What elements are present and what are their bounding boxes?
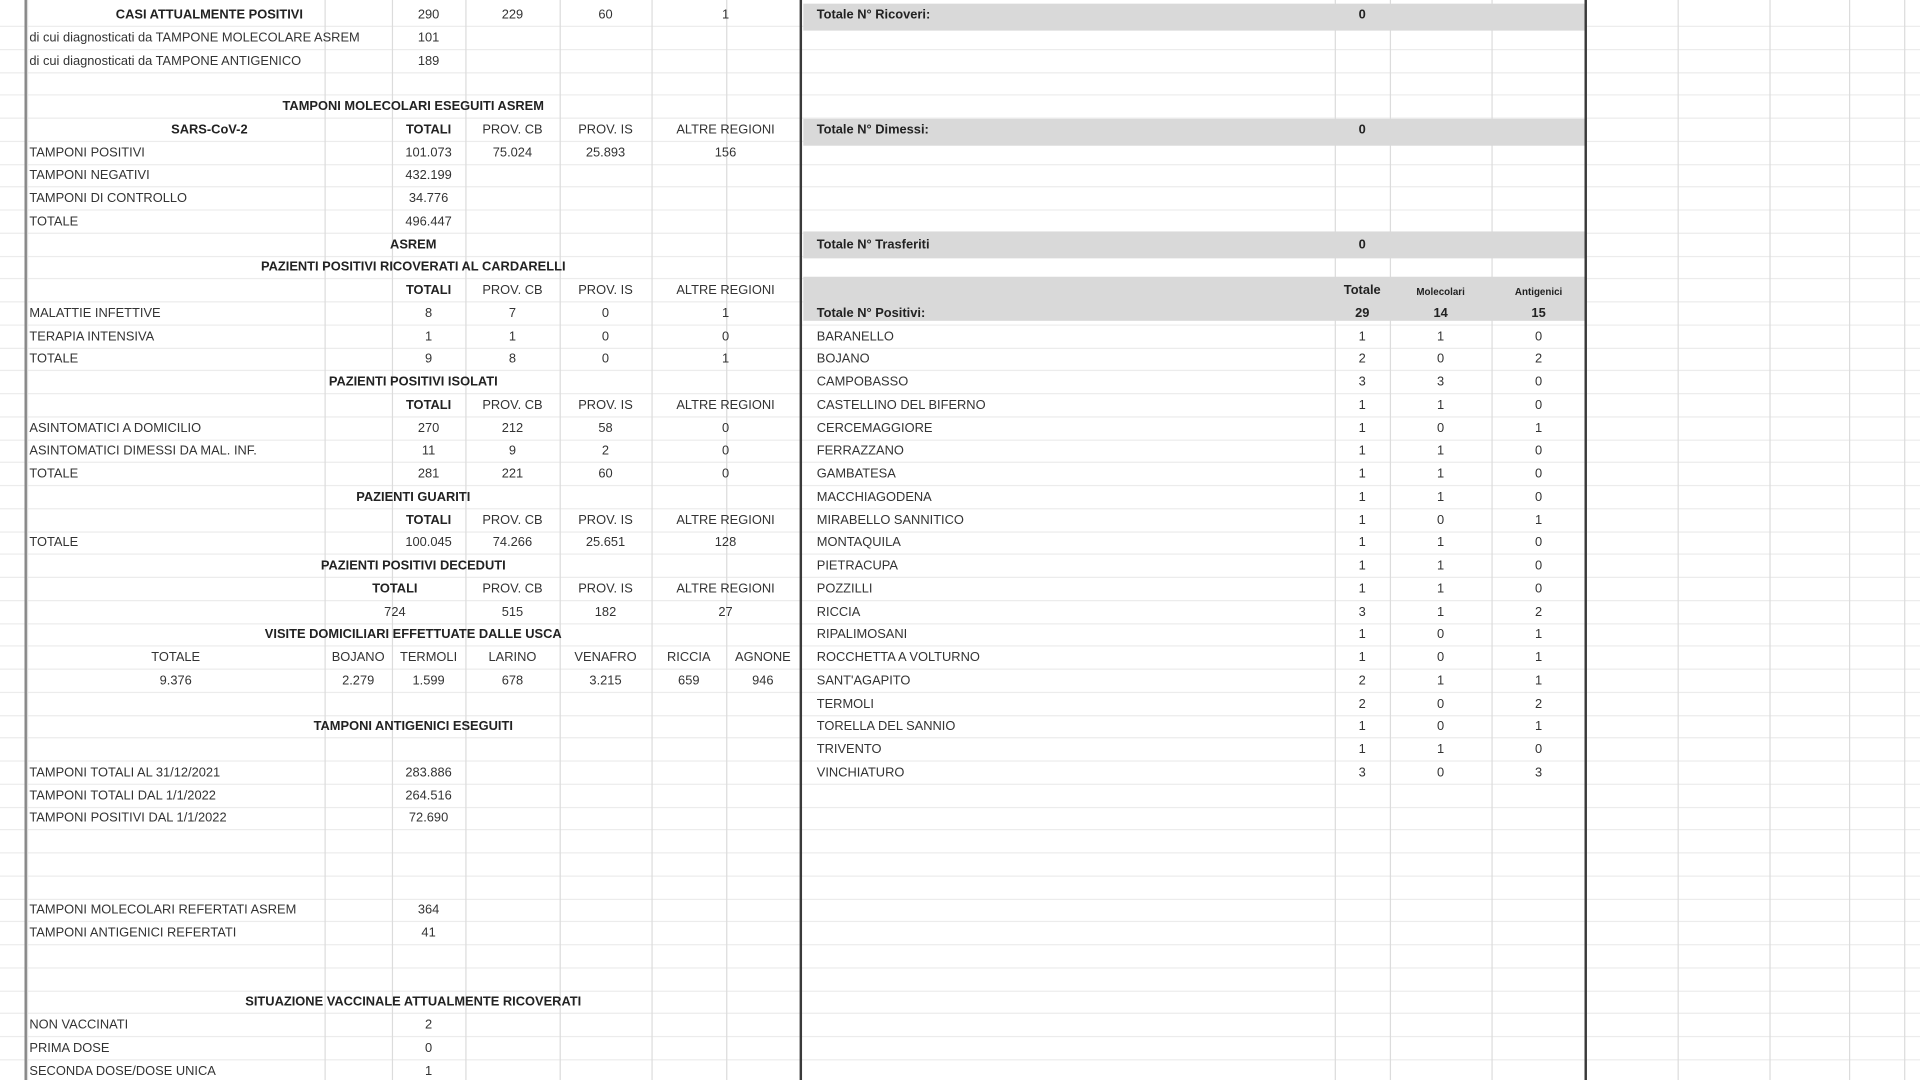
grid-row-line: [0, 829, 1920, 830]
comune-value: 1: [1358, 581, 1366, 597]
comune-name: TORELLA DEL SANNIO: [816, 719, 956, 734]
comune-name: RIPALIMOSANI: [816, 627, 908, 642]
isolati-row-value: 9: [508, 443, 517, 459]
positivi-label: Totale N° Positivi:: [816, 305, 926, 321]
comune-name: BOJANO: [816, 351, 870, 367]
vaccinale-row-label: PRIMA DOSE: [29, 1040, 110, 1056]
vaccinale-row-value: 2: [424, 1017, 433, 1033]
comune-value: 0: [1437, 351, 1445, 367]
comune-value: 0: [1535, 443, 1543, 459]
comune-value: 1: [1437, 604, 1445, 619]
comune-value: 1: [1358, 627, 1366, 642]
comune-value: 0: [1437, 627, 1445, 642]
molecolari-header: ALTRE REGIONI: [676, 122, 775, 137]
grid-row-line: [0, 95, 1920, 96]
comune-value: 1: [1358, 466, 1366, 482]
grid-row-line: [0, 783, 1920, 784]
ricoverati-row-value: 8: [424, 305, 433, 321]
comune-value: 0: [1535, 328, 1543, 344]
comune-value: 2: [1358, 351, 1366, 367]
deceduti-title: PAZIENTI POSITIVI DECEDUTI: [320, 558, 506, 574]
comune-value: 2: [1535, 696, 1543, 711]
comune-value: 1: [1358, 512, 1366, 528]
sheet-left-border: [24, 0, 26, 1080]
comune-value: 1: [1437, 558, 1445, 574]
comune-value: 0: [1535, 374, 1543, 390]
grid-row-line: [0, 1036, 1920, 1037]
grid-row-line: [0, 921, 1920, 922]
positivi-header: Molecolari: [1416, 286, 1465, 298]
deceduti-value: 182: [594, 604, 617, 619]
comune-value: 0: [1437, 512, 1445, 528]
divider-line-left: [800, 0, 802, 1080]
guariti-header: ALTRE REGIONI: [676, 512, 775, 528]
comune-name: MACCHIAGODENA: [816, 489, 932, 505]
comune-value: 0: [1535, 742, 1543, 757]
grid-row-line: [0, 508, 1920, 509]
molecolari-row-label: TAMPONI NEGATIVI: [29, 168, 150, 183]
comune-value: 3: [1437, 374, 1445, 390]
comune-value: 0: [1437, 696, 1445, 711]
grid-row-line: [0, 209, 1920, 210]
isolati-row-value: 221: [501, 466, 524, 482]
comune-name: BARANELLO: [816, 328, 894, 344]
comune-value: 1: [1437, 673, 1445, 688]
comune-value: 1: [1437, 466, 1445, 482]
grid-row-line: [0, 1013, 1920, 1014]
grid-column-line: [27, 0, 28, 1080]
visite-header: TOTALE: [151, 650, 201, 665]
visite-value: 2.279: [342, 673, 375, 688]
positivi-header: Totale: [1343, 282, 1381, 298]
comune-value: 3: [1535, 765, 1543, 780]
comune-value: 1: [1437, 581, 1445, 597]
comune-value: 1: [1437, 328, 1445, 344]
refertati-row-value: 364: [417, 902, 440, 918]
grid-row-line: [0, 967, 1920, 968]
comune-name: PIETRACUPA: [816, 558, 898, 574]
ricoverati-row-label: MALATTIE INFETTIVE: [29, 305, 161, 321]
comune-name: MIRABELLO SANNITICO: [816, 512, 964, 528]
grid-row-line: [0, 990, 1920, 991]
comune-value: 1: [1535, 673, 1543, 688]
molecolari-row-label: TAMPONI POSITIVI: [29, 145, 145, 160]
molecolari-row-value: 432.199: [405, 168, 452, 183]
comune-value: 1: [1358, 535, 1366, 551]
casi-row-label: di cui diagnosticati da TAMPONE MOLECOLARE ASREM: [29, 30, 360, 46]
ricoverati-row-value: 1: [721, 351, 730, 367]
antigenici-row-label: TAMPONI TOTALI DAL 1/1/2022: [29, 787, 216, 803]
comune-value: 2: [1535, 604, 1543, 619]
comune-value: 1: [1358, 719, 1366, 734]
positivi-value: 14: [1433, 305, 1448, 321]
ricoverati-header: PROV. CB: [482, 282, 543, 298]
comune-value: 1: [1358, 328, 1366, 344]
grid-row-line: [0, 944, 1920, 945]
comune-name: FERRAZZANO: [816, 443, 904, 459]
comune-value: 0: [1437, 650, 1445, 665]
comune-value: 2: [1535, 351, 1543, 367]
comune-value: 0: [1437, 765, 1445, 780]
antigenici-row-value: 72.690: [408, 810, 449, 826]
grid-row-line: [0, 163, 1920, 164]
comune-name: POZZILLI: [816, 581, 873, 597]
molecolari-title: TAMPONI MOLECOLARI ESEGUITI ASREM: [282, 99, 544, 114]
guariti-row-value: 25.651: [585, 535, 626, 551]
casi-value: 1: [721, 7, 730, 23]
isolati-header: PROV. IS: [578, 397, 633, 413]
vaccinale-row-value: 1: [424, 1063, 433, 1079]
grid-row-line: [0, 347, 1920, 348]
grid-row-line: [0, 462, 1920, 463]
guariti-row-value: 128: [714, 535, 737, 551]
ricoverati-header: PROV. IS: [578, 282, 633, 298]
grid-row-line: [0, 1059, 1920, 1060]
comune-value: 1: [1535, 719, 1543, 734]
guariti-title: PAZIENTI GUARITI: [356, 489, 471, 505]
positivi-value: 15: [1531, 305, 1546, 321]
comune-name: SANT'AGAPITO: [816, 673, 911, 688]
ricoverati-row-label: TOTALE: [29, 351, 79, 367]
comune-value: 1: [1535, 650, 1543, 665]
comune-name: TRIVENTO: [816, 742, 882, 757]
grid-row-line: [0, 186, 1920, 187]
comune-name: CASTELLINO DEL BIFERNO: [816, 397, 986, 413]
ricoverati-header: TOTALI: [405, 282, 452, 298]
comune-name: CERCEMAGGIORE: [816, 420, 933, 436]
comune-name: CAMPOBASSO: [816, 374, 909, 390]
dimessi-value: 0: [1358, 122, 1366, 137]
isolati-row-label: ASINTOMATICI A DOMICILIO: [29, 420, 202, 436]
dimessi-label: Totale N° Dimessi:: [816, 122, 929, 137]
comune-value: 0: [1535, 558, 1543, 574]
isolati-row-label: ASINTOMATICI DIMESSI DA MAL. INF.: [29, 443, 257, 459]
isolati-row-value: 11: [421, 443, 436, 459]
visite-title: VISITE DOMICILIARI EFFETTUATE DALLE USCA: [264, 627, 562, 642]
comune-value: 1: [1358, 443, 1366, 459]
comune-value: 0: [1535, 535, 1543, 551]
isolati-header: ALTRE REGIONI: [676, 397, 775, 413]
guariti-header: PROV. IS: [578, 512, 633, 528]
comune-value: 1: [1358, 650, 1366, 665]
refertati-row-label: TAMPONI MOLECOLARI REFERTATI ASREM: [29, 902, 297, 918]
grid-row-line: [0, 485, 1920, 486]
vaccinale-title: SITUAZIONE VACCINALE ATTUALMENTE RICOVERATI: [245, 994, 582, 1010]
casi-value: 290: [417, 7, 440, 23]
molecolari-row-value: 496.447: [405, 213, 452, 229]
molecolari-sub: SARS-CoV-2: [171, 122, 248, 137]
comune-value: 1: [1437, 742, 1445, 757]
comune-value: 1: [1535, 627, 1543, 642]
casi-row-value: 101: [417, 30, 440, 46]
grid-row-line: [0, 393, 1920, 394]
comune-value: 3: [1358, 374, 1366, 390]
molecolari-row-value: 25.893: [585, 145, 626, 160]
ricoverati-row-value: 1: [508, 328, 517, 344]
ricoverati-header: ALTRE REGIONI: [676, 282, 775, 298]
visite-value: 678: [501, 673, 524, 688]
molecolari-row-label: TOTALE: [29, 213, 79, 229]
deceduti-header: PROV. IS: [578, 581, 633, 597]
isolati-header: PROV. CB: [482, 397, 543, 413]
visite-value: 9.376: [159, 673, 192, 688]
grid-row-line: [0, 669, 1920, 670]
grid-row-line: [0, 898, 1920, 899]
grid-row-line: [0, 875, 1920, 876]
isolati-row-value: 0: [721, 420, 730, 436]
casi-row-value: 189: [417, 53, 440, 68]
grid-row-line: [0, 737, 1920, 738]
positivi-header: Antigenici: [1514, 286, 1563, 298]
grid-row-line: [0, 714, 1920, 715]
guariti-row-value: 100.045: [405, 535, 452, 551]
visite-value: 946: [752, 673, 774, 688]
visite-header: TERMOLI: [399, 650, 458, 665]
trasferiti-label: Totale N° Trasferiti: [816, 236, 930, 252]
comune-value: 2: [1358, 696, 1366, 711]
antigenici-title: TAMPONI ANTIGENICI ESEGUITI: [313, 719, 513, 734]
ricoverati-row-value: 0: [601, 305, 610, 321]
grid-row-line: [0, 646, 1920, 647]
ricoverati-row-value: 8: [508, 351, 517, 367]
antigenici-row-value: 283.886: [405, 765, 452, 780]
comune-name: GAMBATESA: [816, 466, 896, 482]
grid-row-line: [0, 49, 1920, 50]
visite-header: AGNONE: [734, 650, 791, 665]
comune-value: 1: [1437, 535, 1445, 551]
isolati-header: TOTALI: [405, 397, 452, 413]
isolati-row-value: 212: [501, 420, 524, 436]
comune-value: 0: [1535, 489, 1543, 505]
isolati-title: PAZIENTI POSITIVI ISOLATI: [328, 374, 498, 390]
ricoverati-row-value: 7: [508, 305, 517, 321]
grid-row-line: [0, 692, 1920, 693]
comune-value: 3: [1358, 604, 1366, 619]
comune-value: 1: [1535, 512, 1543, 528]
comune-name: MONTAQUILA: [816, 535, 901, 551]
guariti-row-value: 74.266: [492, 535, 533, 551]
ricoverati-row-value: 0: [721, 328, 730, 344]
deceduti-value: 515: [501, 604, 524, 619]
grid-row-line: [0, 324, 1920, 325]
molecolari-row-value: 75.024: [492, 145, 533, 160]
molecolari-row-value: 156: [714, 145, 737, 160]
comune-name: ROCCHETTA A VOLTURNO: [816, 650, 980, 665]
grid-row-line: [0, 760, 1920, 761]
comune-value: 2: [1358, 673, 1366, 688]
molecolari-row-value: 34.776: [408, 191, 449, 206]
comune-value: 0: [1437, 420, 1445, 436]
isolati-row-value: 0: [721, 443, 730, 459]
casi-value: 60: [598, 7, 613, 23]
grid-row-line: [0, 531, 1920, 532]
ricoverati-row-value: 1: [424, 328, 433, 344]
ricoverati-row-value: 1: [721, 305, 730, 321]
comune-value: 1: [1358, 742, 1366, 757]
isolati-row-value: 2: [601, 443, 610, 459]
comune-value: 0: [1535, 581, 1543, 597]
visite-header: LARINO: [488, 650, 537, 665]
molecolari-header: PROV. CB: [482, 122, 543, 137]
visite-header: VENAFRO: [574, 650, 637, 665]
comune-value: 1: [1358, 397, 1366, 413]
grid-column-line: [1678, 0, 1679, 1080]
comune-value: 1: [1437, 397, 1445, 413]
trasferiti-value: 0: [1358, 236, 1366, 252]
vaccinale-row-label: NON VACCINATI: [29, 1017, 129, 1033]
deceduti-header: PROV. CB: [482, 581, 543, 597]
ricoverati-row-label: TERAPIA INTENSIVA: [29, 328, 155, 344]
comune-value: 1: [1358, 558, 1366, 574]
visite-value: 1.599: [412, 673, 445, 688]
positivi-value: 29: [1355, 305, 1370, 321]
ricoverati-row-value: 0: [601, 328, 610, 344]
refertati-row-label: TAMPONI ANTIGENICI REFERTATI: [29, 925, 237, 941]
refertati-row-value: 41: [421, 925, 436, 941]
deceduti-value: 724: [384, 604, 406, 619]
visite-value: 659: [678, 673, 700, 688]
grid-row-line: [0, 370, 1920, 371]
grid-row-line: [0, 600, 1920, 601]
molecolari-header: PROV. IS: [578, 122, 633, 137]
ricoverati-title: PAZIENTI POSITIVI RICOVERATI AL CARDARELLI: [260, 259, 566, 275]
guariti-row-label: TOTALE: [29, 535, 79, 551]
grid-row-line: [0, 623, 1920, 624]
comune-value: 1: [1535, 420, 1543, 436]
grid-row-line: [0, 416, 1920, 417]
comune-name: TERMOLI: [816, 696, 874, 711]
grid-row-line: [0, 577, 1920, 578]
isolati-row-value: 281: [417, 466, 440, 482]
asrem-label: ASREM: [390, 236, 437, 252]
comune-value: 1: [1437, 443, 1445, 459]
visite-header: BOJANO: [331, 650, 385, 665]
antigenici-row-label: TAMPONI TOTALI AL 31/12/2021: [29, 765, 221, 780]
comune-value: 1: [1358, 489, 1366, 505]
ricoverati-row-value: 0: [601, 351, 610, 367]
casi-row-label: di cui diagnosticati da TAMPONE ANTIGENICO: [29, 53, 302, 68]
casi-title: CASI ATTUALMENTE POSITIVI: [115, 7, 303, 23]
deceduti-header: TOTALI: [372, 581, 418, 597]
comune-name: RICCIA: [816, 604, 861, 619]
grid-column-line: [1904, 0, 1905, 1080]
molecolari-row-label: TAMPONI DI CONTROLLO: [29, 191, 188, 206]
isolati-row-value: 60: [598, 466, 613, 482]
molecolari-header: TOTALI: [405, 122, 452, 137]
molecolari-row-value: 101.073: [405, 145, 452, 160]
antigenici-row-value: 264.516: [405, 787, 452, 803]
comune-value: 3: [1358, 765, 1366, 780]
deceduti-value: 27: [718, 604, 733, 619]
comune-value: 0: [1535, 397, 1543, 413]
grid-row-line: [0, 439, 1920, 440]
visite-value: 3.215: [589, 673, 622, 688]
grid-row-line: [0, 806, 1920, 807]
antigenici-row-label: TAMPONI POSITIVI DAL 1/1/2022: [29, 810, 227, 826]
grid-row-line: [0, 72, 1920, 73]
vaccinale-row-label: SECONDA DOSE/DOSE UNICA: [29, 1063, 216, 1079]
grid-column-line: [1849, 0, 1850, 1080]
isolati-row-value: 270: [417, 420, 440, 436]
guariti-header: PROV. CB: [482, 512, 543, 528]
ricoveri-value: 0: [1358, 7, 1366, 23]
grid-column-line: [324, 0, 325, 1080]
vaccinale-row-value: 0: [424, 1040, 433, 1056]
comune-name: VINCHIATURO: [816, 765, 905, 780]
ricoverati-row-value: 9: [424, 351, 433, 367]
isolati-row-value: 0: [721, 466, 730, 482]
comune-value: 0: [1535, 466, 1543, 482]
grid-row-line: [0, 852, 1920, 853]
deceduti-header: ALTRE REGIONI: [676, 581, 775, 597]
ricoveri-label: Totale N° Ricoveri:: [816, 7, 931, 23]
comune-value: 1: [1358, 420, 1366, 436]
guariti-header: TOTALI: [405, 512, 452, 528]
comune-value: 0: [1437, 719, 1445, 734]
grid-row-line: [0, 554, 1920, 555]
isolati-row-label: TOTALE: [29, 466, 79, 482]
comune-value: 1: [1437, 489, 1445, 505]
casi-value: 229: [501, 7, 524, 23]
grid-column-line: [1769, 0, 1770, 1080]
visite-header: RICCIA: [666, 650, 711, 665]
isolati-row-value: 58: [598, 420, 613, 436]
